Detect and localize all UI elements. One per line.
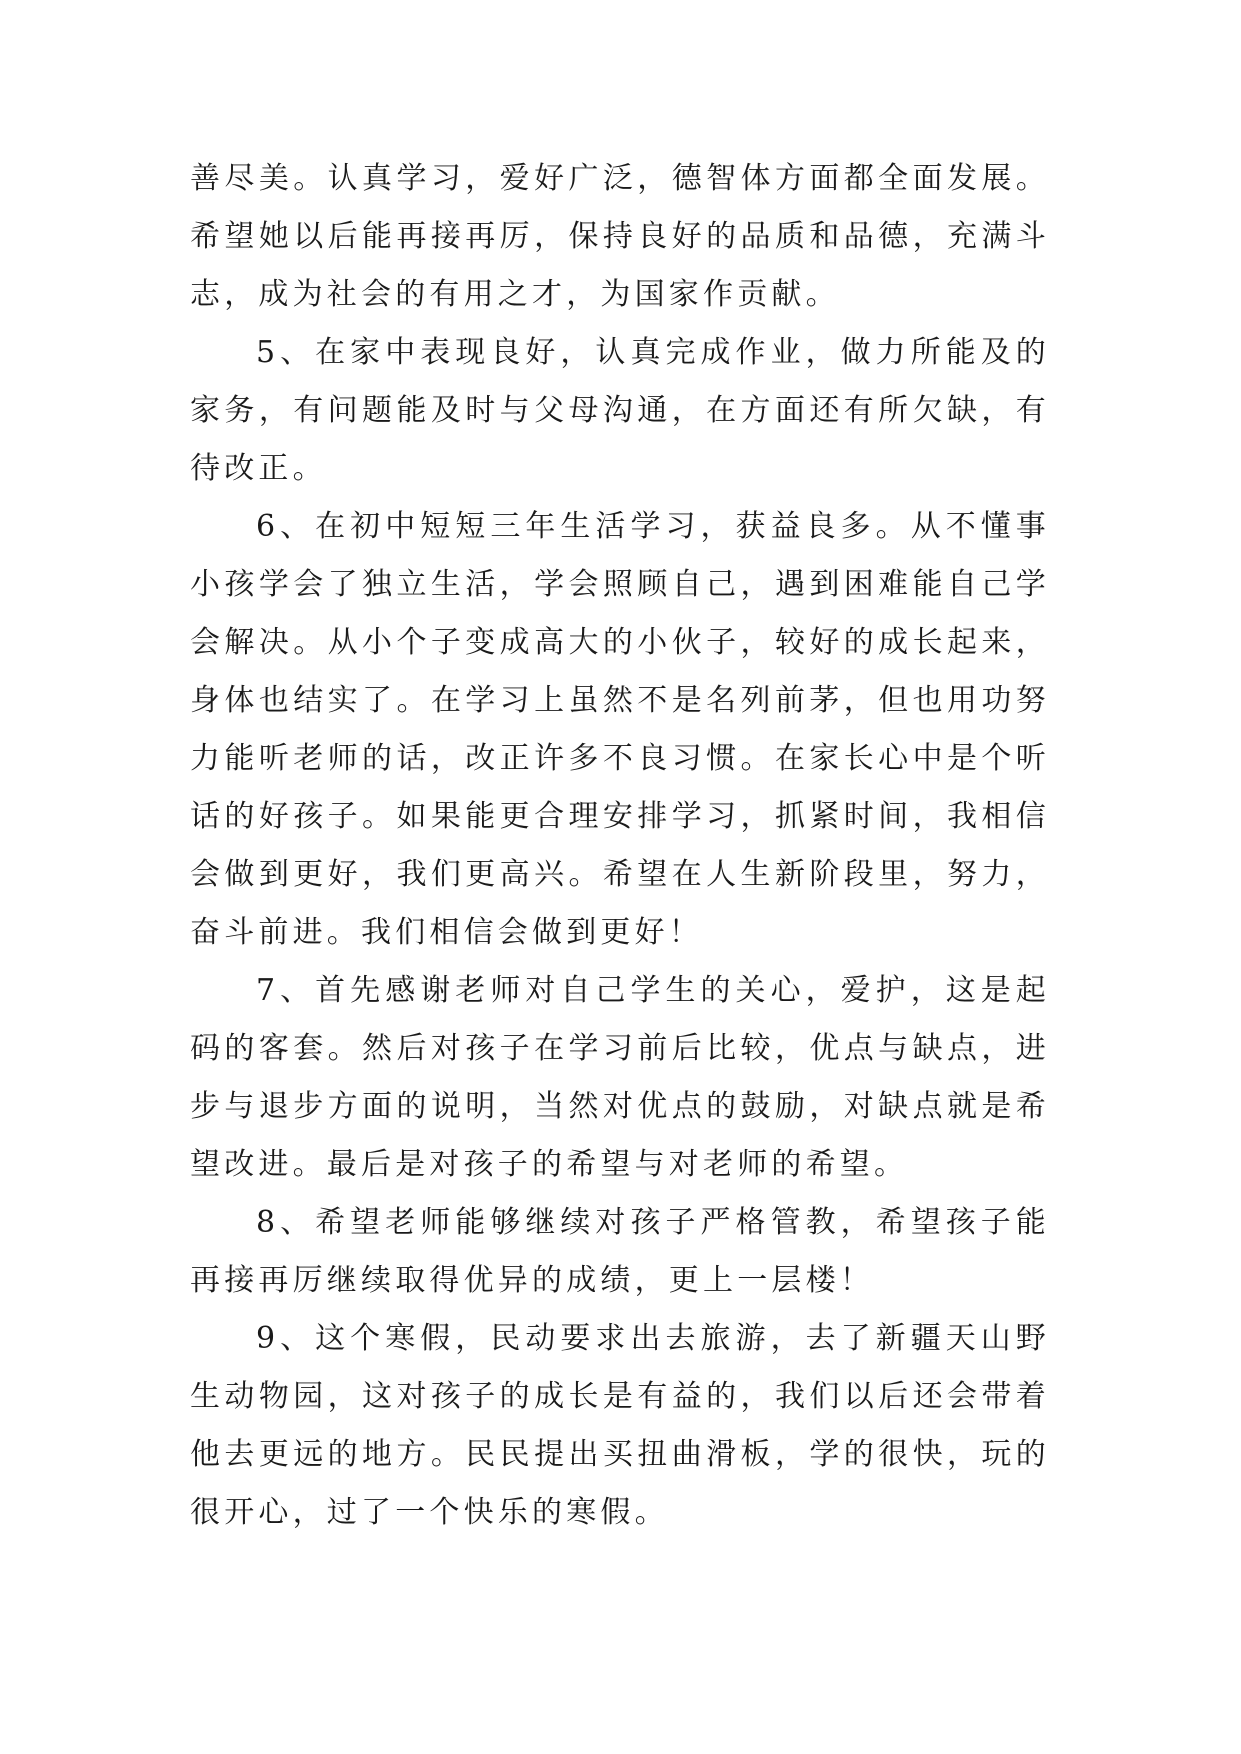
- paragraph-item-9: 9、这个寒假，民动要求出去旅游，去了新疆天山野生动物园，这对孩子的成长是有益的，我们以后还会带着他去更远的地方。民民提出买扭曲滑板，学的很快，玩的很开心，过了一个快乐的寒假。: [190, 1321, 1050, 1530]
- paragraph-continuation: 善尽美。认真学习，爱好广泛，德智体方面都全面发展。希望她以后能再接再厉，保持良好的品质和品德，充满斗志，成为社会的有用之才，为国家作贡献。: [190, 161, 1050, 312]
- paragraph-item-8: 8、希望老师能够继续对孩子严格管教，希望孩子能再接再厉继续取得优异的成绩，更上一层楼！: [190, 1205, 1050, 1298]
- paragraph-item-5: 5、在家中表现良好，认真完成作业，做力所能及的家务，有问题能及时与父母沟通，在方面还有所欠缺，有待改正。: [190, 335, 1050, 486]
- paragraph-item-6: 6、在初中短短三年生活学习，获益良多。从不懂事小孩学会了独立生活，学会照顾自己，遇到困难能自己学会解决。从小个子变成高大的小伙子，较好的成长起来，身体也结实了。在学习上虽然不是名列前茅，但也用功努力能听老师的话，改正许多不良习惯。在家长心中是个听话的好孩子。如果能更合理安排学习，抓紧时间，我相信会做到更好，我们更高兴。希望在人生新阶段里，努力，奋斗前进。我们相信会做到更好！: [190, 509, 1050, 950]
- document-page: [190, 150, 1050, 1542]
- paragraph-item-7: 7、首先感谢老师对自己学生的关心，爱护，这是起码的客套。然后对孩子在学习前后比较，优点与缺点，进步与退步方面的说明，当然对优点的鼓励，对缺点就是希望改进。最后是对孩子的希望与对老师的希望。: [190, 973, 1050, 1182]
